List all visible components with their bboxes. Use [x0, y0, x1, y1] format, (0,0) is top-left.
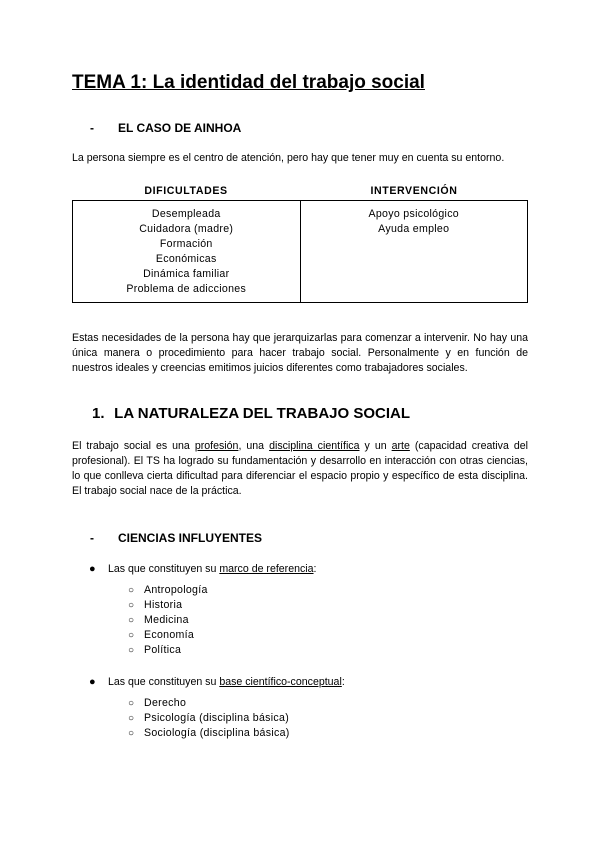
ciencias-group1: [72, 562, 316, 658]
group2-tail: :: [341, 676, 345, 688]
list-item: [108, 711, 345, 726]
intervencion-item: Apoyo psicológico: [368, 208, 459, 220]
list-item: [108, 643, 316, 658]
necesidades-paragraph: Estas necesidades de la persona hay que jerarquizarlas para comenzar a intervenir. No hay una única manera o procedimiento para hacer trabajo social. Personalmente y en función de nuestros ideales y creencias emitimos juicios diferentes como trabajadores sociales.: [72, 332, 528, 374]
group1-tail: :: [313, 563, 317, 575]
dificultad-item: Cuidadora (madre): [139, 223, 234, 235]
list-item-text: Historia: [144, 599, 183, 611]
dificultad-item: Problema de adicciones: [126, 283, 247, 295]
list-item-text: Antropología: [144, 584, 208, 596]
dificultad-item: Económicas: [155, 253, 217, 265]
section1-number: 1.: [92, 405, 105, 422]
dificultad-item: Dinámica familiar: [143, 268, 230, 280]
list-item: [108, 613, 316, 628]
circle-bullet-icon: ○: [128, 698, 135, 709]
naturaleza-text-comma: , una: [238, 440, 270, 452]
list-item-text: Medicina: [144, 614, 189, 626]
naturaleza-text-y-un: y un: [359, 440, 392, 452]
group1-lead: Las que constituyen su: [108, 563, 220, 575]
ciencias-heading-text: CIENCIAS INFLUYENTES: [118, 531, 263, 545]
list-item: [108, 628, 316, 643]
intervencion-cell: [300, 201, 528, 303]
ciencias-group2: [72, 675, 345, 741]
caso-intro: La persona siempre es el centro de atención, pero hay que tener muy en cuenta su entorno.: [72, 152, 505, 164]
list-item: [108, 726, 345, 741]
group2-sublist: [108, 696, 345, 741]
list-item: [108, 583, 316, 598]
naturaleza-text-rest: (capacidad creativa del profesional). El TS ha logrado su fundamentación y desarrollo en interacción con otras ciencias, lo que conlleva cierta dificultad para diferenciar el espacio propio y específico de esta disciplina. El trabajo social nace de la práctica.: [72, 440, 528, 497]
dificultad-item: Formación: [159, 238, 213, 250]
list-item: [108, 598, 316, 613]
term-marco-referencia: marco de referencia: [219, 563, 314, 575]
section1-heading-text: LA NATURALEZA DEL TRABAJO SOCIAL: [114, 405, 410, 422]
term-profesion: profesión: [194, 440, 239, 452]
list-item-text: Sociología (disciplina básica): [144, 727, 290, 739]
circle-bullet-icon: ○: [128, 713, 135, 724]
caso-dash: -: [90, 121, 94, 135]
circle-bullet-icon: ○: [128, 585, 135, 596]
caso-table: [72, 200, 528, 303]
bullet-icon: ●: [89, 563, 96, 575]
group2-lead: Las que constituyen su: [108, 676, 220, 688]
term-disciplina-cientifica: disciplina científica: [269, 440, 360, 452]
circle-bullet-icon: ○: [128, 728, 135, 739]
circle-bullet-icon: ○: [128, 615, 135, 626]
list-item-text: Derecho: [144, 697, 187, 709]
term-arte: arte: [391, 440, 410, 452]
naturaleza-text-start: El trabajo social es una: [72, 440, 195, 452]
table-header-intervencion: INTERVENCIÓN: [370, 185, 458, 197]
term-base-cientifico-conceptual: base científico-conceptual: [219, 676, 342, 688]
list-item-text: Política: [144, 644, 182, 656]
bullet-icon: ●: [89, 676, 96, 688]
caso-heading: [72, 121, 241, 135]
ciencias-dash: -: [90, 531, 94, 545]
list-item-text: Psicología (disciplina básica): [144, 712, 290, 724]
table-header-dificultades: DIFICULTADES: [144, 185, 228, 197]
dificultad-item: Desempleada: [151, 208, 221, 220]
ciencias-group1-item: [72, 562, 316, 658]
caso-heading-text: EL CASO DE AINHOA: [118, 121, 242, 135]
intervencion-item: Ayuda empleo: [378, 223, 450, 235]
list-item: [108, 696, 345, 711]
ciencias-group2-item: [72, 675, 345, 741]
circle-bullet-icon: ○: [128, 645, 135, 656]
dificultades-cell: [73, 201, 301, 303]
circle-bullet-icon: ○: [128, 600, 135, 611]
list-item-text: Economía: [144, 629, 195, 641]
section1-heading: [92, 405, 410, 422]
ciencias-heading: [72, 531, 262, 545]
circle-bullet-icon: ○: [128, 630, 135, 641]
page-title: TEMA 1: La identidad del trabajo social: [72, 72, 425, 93]
naturaleza-paragraph: [72, 439, 528, 499]
group1-sublist: [108, 583, 316, 658]
